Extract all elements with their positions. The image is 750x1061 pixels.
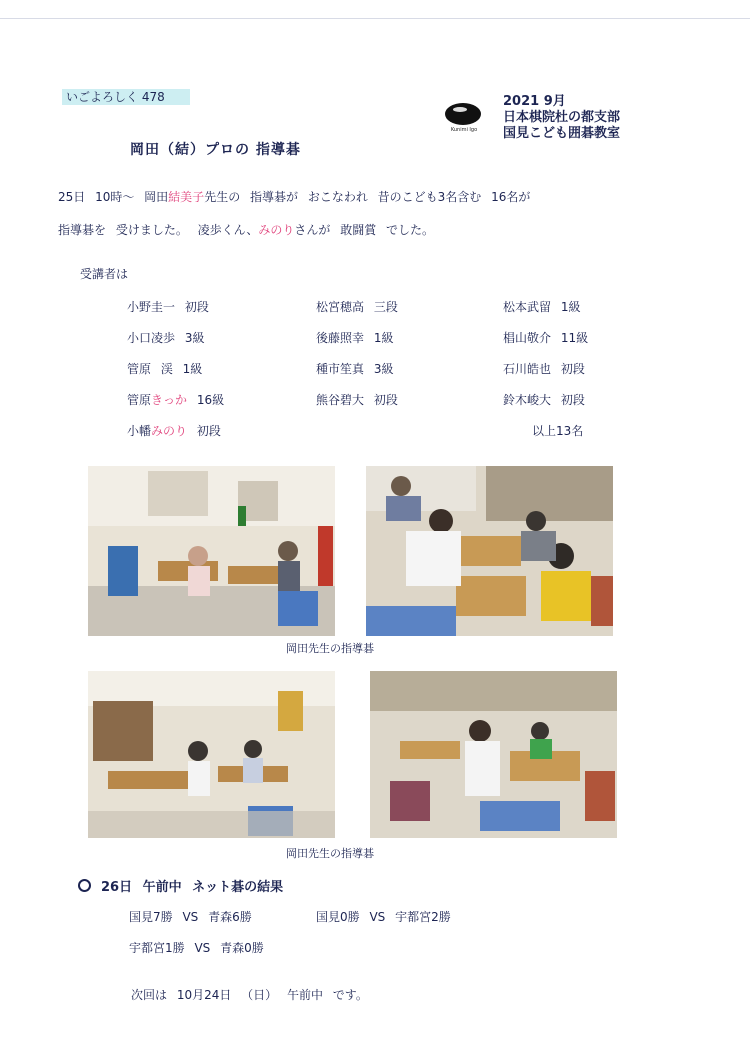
photo-teaching-game-2 [366,466,613,636]
student-entry: 松本武留 1級 [503,300,581,314]
student-entry: 種市笙真 3級 [316,362,394,376]
text-segment: 先生の 指導碁が おこなわれ 昔のこども3名含む 16名が [204,190,531,204]
section-heading [78,876,283,895]
intro-paragraph-line2 [58,221,434,238]
go-stone-logo-icon [445,103,481,125]
student-entry [127,391,224,408]
top-border-line [0,18,750,19]
text-segment: 16級 [187,393,225,407]
match-result: 宇都宮1勝 VS 青森0勝 [129,941,264,955]
photo-caption: 岡田先生の指導碁 [286,642,374,655]
section-title: 26日 午前中 ネット碁の結果 [101,880,284,895]
intro-paragraph-line1 [58,188,530,205]
student-entry [127,422,221,439]
text-segment: 25日 10時～ 岡田 [58,190,169,204]
participant-total: 以上13名 [532,424,584,438]
student-entry: 椙山敬介 11級 [503,331,589,345]
newsletter-issue-badge: いごよろしく 478 [62,89,190,105]
text-segment: 初段 [187,424,221,438]
next-session-notice: 次回は 10月24日 （日） 午前中 です。 [131,988,368,1002]
header-date: 2021 9月 [503,94,566,109]
student-entry: 小口凌歩 3級 [127,331,205,345]
header-organization: 日本棋院杜の都支部 [503,110,621,125]
student-entry: 後藤照幸 1級 [316,331,394,345]
highlighted-name: きっか [151,393,188,407]
match-result: 国見0勝 VS 宇都宮2勝 [316,910,451,924]
student-entry: 熊谷碧大 初段 [316,393,398,407]
text-segment: さんが 敢闘賞 でした。 [294,223,435,237]
photo-teaching-game-4 [370,671,617,838]
student-entry: 松宮穂高 三段 [316,300,398,314]
logo-caption: Kunimi Igo [450,127,478,133]
participants-heading: 受講者は [80,267,129,281]
student-entry: 石川皓也 初段 [503,362,585,376]
club-logo [441,103,487,139]
text-segment: 管原 [127,393,152,407]
student-entry: 鈴木峻大 初段 [503,393,585,407]
header-school: 国見こども囲碁教室 [503,126,621,141]
text-segment: 指導碁を 受けました。 凌歩くん、 [58,223,259,237]
student-entry: 管原 渓 1級 [127,362,203,376]
circle-bullet-icon [78,879,91,892]
highlighted-name: みのり [258,223,295,237]
highlighted-name: みのり [151,424,188,438]
photo-teaching-game-1 [88,466,335,636]
highlighted-name: 結美子 [168,190,205,204]
photo-teaching-game-3 [88,671,335,838]
text-segment: 小幡 [127,424,152,438]
photo-caption: 岡田先生の指導碁 [286,847,374,860]
student-entry: 小野圭一 初段 [127,300,209,314]
page-title: 岡田（結）プロの 指導碁 [130,142,301,158]
match-result: 国見7勝 VS 青森6勝 [129,910,252,924]
